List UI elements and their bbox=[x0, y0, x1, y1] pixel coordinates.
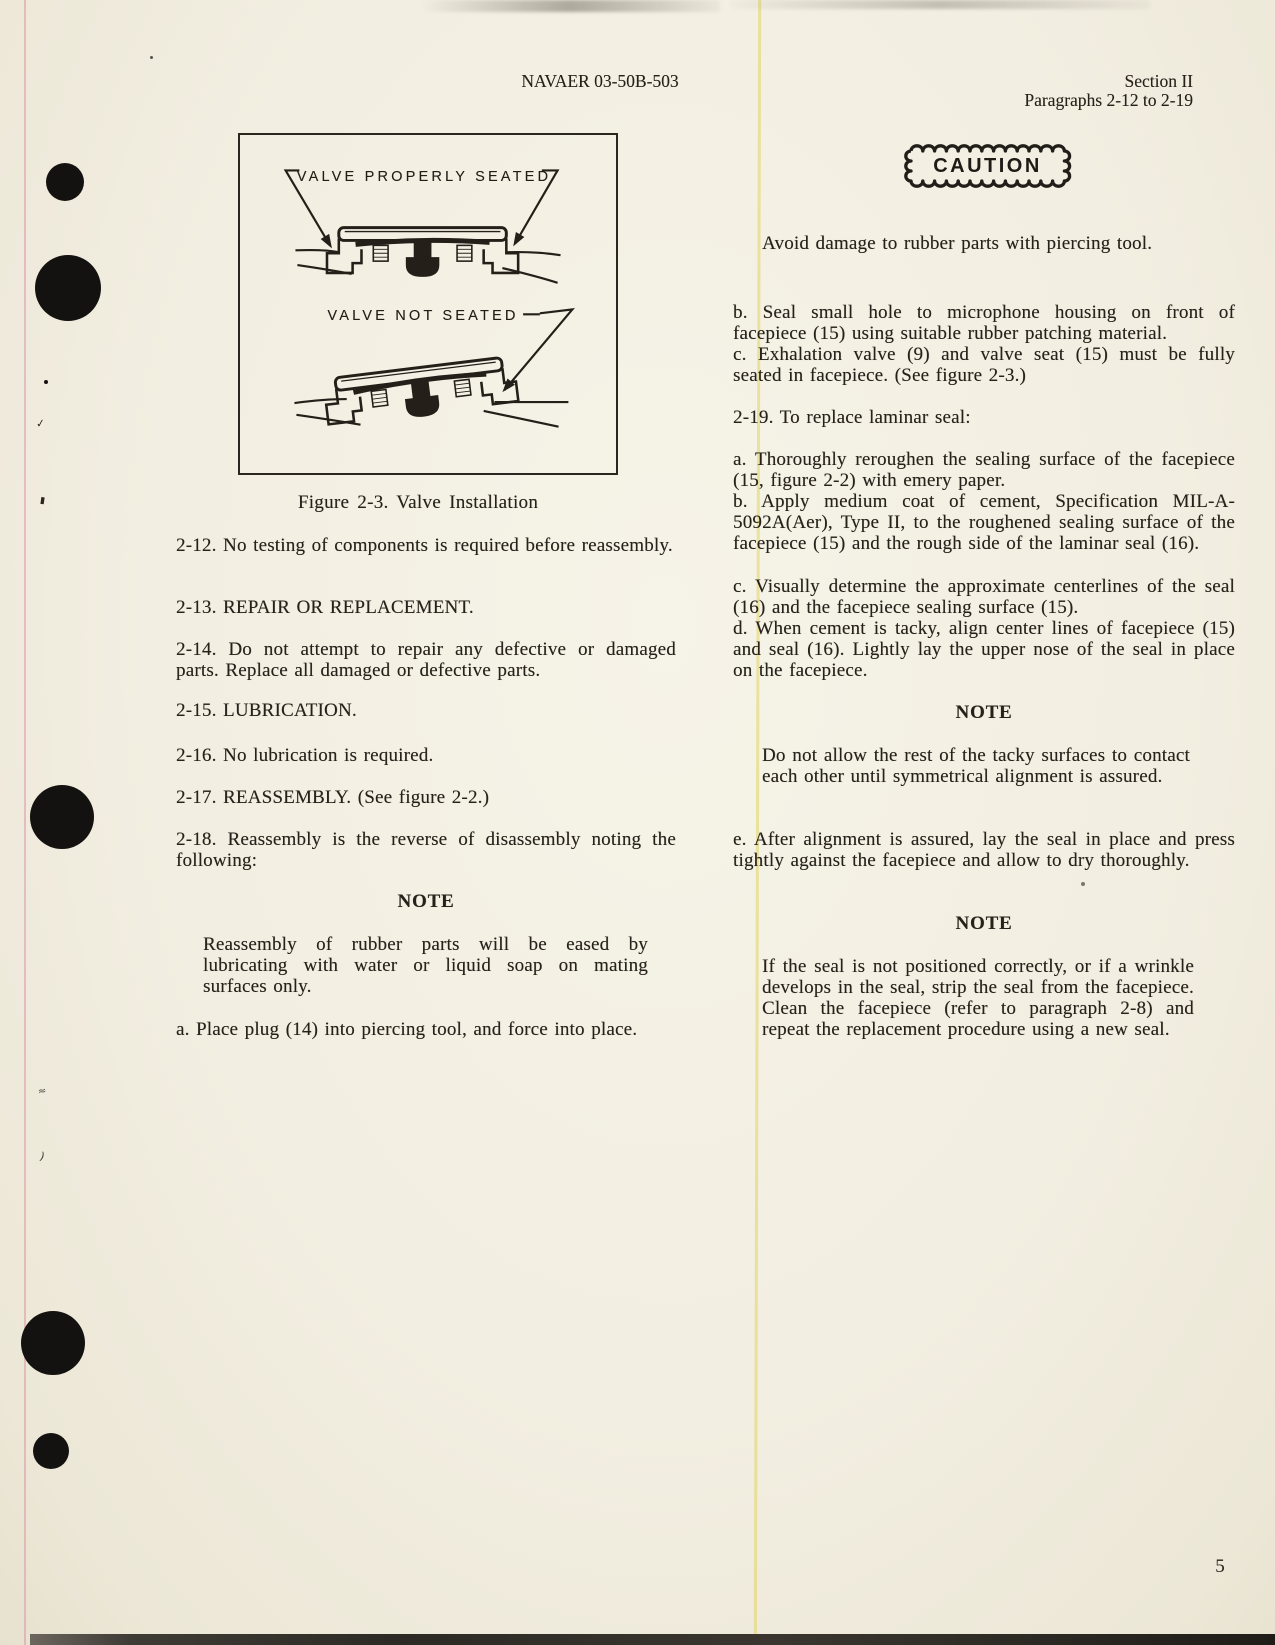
note-body-left: Reassembly of rubber parts will be eased by lubricating with water or liquid soap on mating surfaces only. bbox=[203, 934, 648, 997]
scan-smudge-top-right bbox=[730, 0, 1150, 9]
binding-dot bbox=[35, 255, 101, 321]
caution-box bbox=[902, 143, 1073, 188]
note-heading-left: NOTE bbox=[397, 891, 455, 912]
ink-speck bbox=[44, 380, 48, 384]
step-c: c. Exhalation valve (9) and valve seat (15) must be fully seated in facepiece. (See figure 2-3.) bbox=[733, 344, 1235, 386]
paragraph-2-15: 2-15. LUBRICATION. bbox=[176, 700, 357, 721]
paragraph-2-13: 2-13. REPAIR OR REPLACEMENT. bbox=[176, 597, 474, 618]
binding-dot bbox=[33, 1433, 69, 1469]
figure-2-3-box bbox=[238, 133, 618, 475]
step-2-19-e: e. After alignment is assured, lay the seal in place and press tightly against the facepiece and allow to dry thoroughly. bbox=[733, 829, 1235, 871]
paragraph-2-16: 2-16. No lubrication is required. bbox=[176, 745, 434, 766]
binding-dot bbox=[46, 163, 84, 201]
paragraph-range: Paragraphs 2-12 to 2-19 bbox=[1024, 90, 1193, 110]
ink-speck: ≈ bbox=[37, 1085, 48, 1098]
step-b: b. Seal small hole to microphone housing on front of facepiece (15) using suitable rubber patching material. bbox=[733, 302, 1235, 344]
binding-dot bbox=[21, 1311, 85, 1375]
binding-dot bbox=[30, 785, 94, 849]
paragraph-2-19: 2-19. To replace laminar seal: bbox=[733, 407, 971, 428]
valve-installation-diagram bbox=[240, 135, 615, 472]
paragraph-2-18: 2-18. Reassembly is the reverse of disassembly noting the following: bbox=[176, 829, 676, 871]
caution-label: CAUTION bbox=[933, 154, 1042, 177]
section-title: Section II bbox=[1124, 71, 1193, 91]
ink-speck: ) bbox=[38, 1149, 47, 1164]
ink-speck: ▮ bbox=[39, 495, 46, 507]
note-heading-2: NOTE bbox=[955, 913, 1013, 934]
step-a-left: a. Place plug (14) into piercing tool, and force into place. bbox=[176, 1019, 638, 1040]
step-2-19-d: d. When cement is tacky, align center lines of facepiece (15) and seal (16). Lightly lay the upper nose of the seal in place on the facepiece. bbox=[733, 618, 1235, 681]
caution-body: Avoid damage to rubber parts with piercing tool. bbox=[762, 233, 1153, 254]
note-heading-1: NOTE bbox=[955, 702, 1013, 723]
note-body-2: If the seal is not positioned correctly, or if a wrinkle develops in the seal, strip the seal from the facepiece. Clean the facepiece (refer to paragraph 2-8) and repeat the replacement procedure using a new seal. bbox=[762, 956, 1194, 1040]
valve-seated-label: VALVE PROPERLY SEATED bbox=[296, 169, 552, 185]
paragraph-2-12: 2-12. No testing of components is required before reassembly. bbox=[176, 535, 673, 556]
valve-not-seated-label: VALVE NOT SEATED bbox=[327, 308, 519, 324]
step-2-19-a: a. Thoroughly reroughen the sealing surface of the facepiece (15, figure 2-2) with emery paper. bbox=[733, 449, 1235, 491]
note-body-1: Do not allow the rest of the tacky surfaces to contact each other until symmetrical alignment is assured. bbox=[762, 745, 1190, 787]
valve-not-seated-drawing bbox=[294, 309, 572, 428]
ink-speck bbox=[1081, 882, 1085, 886]
paragraph-2-14: 2-14. Do not attempt to repair any defective or damaged parts. Replace all damaged or defective parts. bbox=[176, 639, 676, 681]
page-number: 5 bbox=[1215, 1556, 1225, 1577]
scan-smudge-top-left bbox=[420, 0, 720, 12]
scan-fold-line-left bbox=[24, 0, 26, 1645]
step-2-19-c: c. Visually determine the approximate centerlines of the seal (16) and the facepiece sealing surface (15). bbox=[733, 576, 1235, 618]
ink-speck bbox=[150, 56, 153, 59]
paragraph-2-17: 2-17. REASSEMBLY. (See figure 2-2.) bbox=[176, 787, 490, 808]
scan-edge-bottom bbox=[30, 1634, 1275, 1645]
step-2-19-b: b. Apply medium coat of cement, Specification MIL-A-5092A(Aer), Type II, to the roughened sealing surface of the facepiece (15) and the rough side of the laminar seal (16). bbox=[733, 491, 1235, 554]
figure-caption: Figure 2-3. Valve Installation bbox=[297, 492, 539, 513]
doc-number: NAVAER 03-50B-503 bbox=[521, 71, 679, 91]
ink-speck: ✓ bbox=[35, 416, 47, 431]
scan-fold-line-center bbox=[754, 0, 761, 1645]
valve-seated-drawing bbox=[286, 170, 561, 282]
